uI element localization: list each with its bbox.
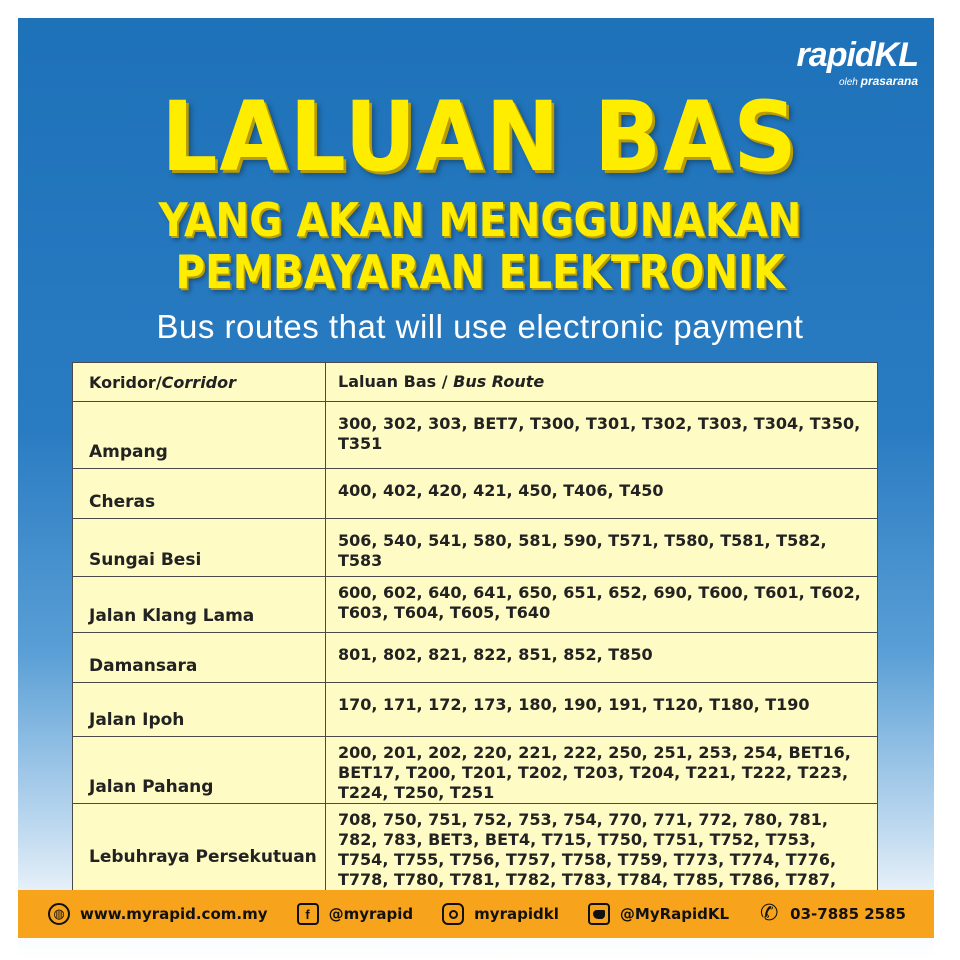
corridor-cell: Jalan Pahang [73, 737, 326, 804]
globe-icon: ◍ [48, 903, 70, 925]
footer-website-text: www.myrapid.com.my [80, 905, 268, 923]
footer-instagram[interactable] [442, 903, 559, 925]
routes-cell: 600, 602, 640, 641, 650, 651, 652, 690, T600, T601, T602, T603, T604, T605, T640 [326, 577, 878, 633]
table-row [73, 519, 878, 577]
logo-by-label: oleh [838, 77, 858, 88]
header-corridor-ms: Koridor/ [89, 372, 162, 392]
corridor-cell: Cheras [73, 469, 326, 519]
footer-phone[interactable] [758, 903, 906, 925]
logo-brand: rapidKL [796, 36, 918, 74]
routes-cell: 200, 201, 202, 220, 221, 222, 250, 251, 253, 254, BET16, BET17, T200, T201, T202, T203, T204, T221, T222, T223, T224, T250, T251 [326, 737, 878, 804]
table-row [73, 469, 878, 519]
footer-phone-text: 03-7885 2585 [790, 905, 906, 923]
footer-instagram-text: myrapidkl [474, 905, 559, 923]
routes-cell: 170, 171, 172, 173, 180, 190, 191, T120, T180, T190 [326, 683, 878, 737]
routes-cell: 400, 402, 420, 421, 450, T406, T450 [326, 469, 878, 519]
header-corridor-en: Corridor [161, 372, 237, 392]
corridor-cell: Jalan Ipoh [73, 683, 326, 737]
routes-cell: 300, 302, 303, BET7, T300, T301, T302, T303, T304, T350, T351 [326, 402, 878, 469]
routes-cell: 801, 802, 821, 822, 851, 852, T850 [326, 633, 878, 683]
table-row [73, 737, 878, 804]
facebook-icon: f [297, 903, 319, 925]
table-row [73, 577, 878, 633]
phone-icon: ✆ [759, 901, 779, 926]
frame-right [934, 0, 960, 960]
footer-contact-bar [18, 890, 934, 938]
table-header-row [73, 363, 878, 402]
corridor-cell: Lebuhraya Persekutuan [73, 804, 326, 911]
corridor-cell: Ampang [73, 402, 326, 469]
routes-cell: 506, 540, 541, 580, 581, 590, T571, T580, T581, T582, T583 [326, 519, 878, 577]
table-row [73, 683, 878, 737]
subtitle-english: Bus routes that will use electronic payment [156, 308, 804, 345]
subtitle-line1: YANG AKAN MENGGUNAKAN [158, 193, 802, 247]
frame-left [0, 0, 18, 960]
header-route-ms: Laluan Bas / [338, 372, 454, 391]
frame-top [0, 0, 960, 18]
logo-by-name: prasarana [860, 74, 918, 88]
header-corridor [73, 363, 326, 402]
rapidkl-logo [797, 38, 918, 88]
footer-facebook[interactable] [297, 903, 414, 925]
routes-cell: 708, 750, 751, 752, 753, 754, 770, 771, 772, 780, 781, 782, 783, BET3, BET4, T715, T750, T751, T752, T753, T754, T755, T756, T757, T758, T759, T773, T774, T776, T778, T780, T781, T782, T783, T784, T785, T786, T787, [326, 804, 878, 911]
footer-facebook-text: @myrapid [328, 905, 414, 923]
table-row [73, 402, 878, 469]
page-title: LALUAN BAS [161, 81, 799, 193]
subtitle-line2: PEMBAYARAN ELEKTRONIK [175, 245, 785, 299]
corridor-cell: Sungai Besi [73, 519, 326, 577]
routes-table [72, 362, 878, 911]
instagram-icon [442, 903, 464, 925]
corridor-cell: Jalan Klang Lama [73, 577, 326, 633]
footer-twitter-text: @MyRapidKL [619, 905, 730, 923]
footer-twitter[interactable] [588, 903, 729, 925]
header-route-en: Bus Route [453, 372, 545, 391]
footer-website[interactable] [48, 903, 268, 925]
table-row [73, 633, 878, 683]
header-route [326, 363, 878, 402]
twitter-icon [588, 903, 610, 925]
corridor-cell: Damansara [73, 633, 326, 683]
